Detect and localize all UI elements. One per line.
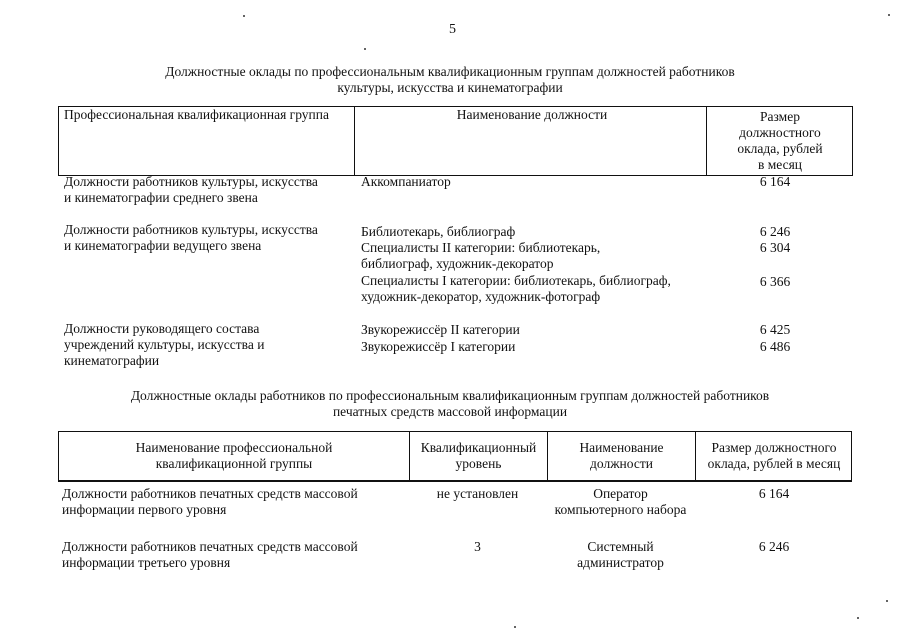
position-line: администратор: [577, 555, 664, 570]
header-line: уровень: [455, 456, 502, 471]
table1-row3-group: [64, 321, 354, 369]
position-line: художник-декоратор, художник-фотограф: [361, 289, 601, 304]
header-line: Наименование профессиональной: [135, 440, 333, 455]
table2-row2-level: 3: [474, 539, 481, 554]
header-line: оклада, рублей в месяц: [707, 456, 841, 471]
position-line: компьютерного набора: [554, 502, 687, 517]
group-line: Должности работников печатных средств массовой: [62, 486, 358, 501]
table2-row1-salary: 6 164: [758, 486, 790, 501]
position-line: Специалисты I категории: библиотекарь, библиограф,: [361, 273, 671, 288]
scan-speck: [888, 14, 890, 16]
salary-header-line: должностного: [739, 125, 821, 140]
header-line: Размер должностного: [711, 440, 837, 455]
group-line: и кинематографии среднего звена: [64, 190, 258, 205]
scan-speck: [364, 48, 366, 50]
table1-header-group: Профессиональная квалификационная группа: [64, 107, 329, 122]
salary-header-line: в месяц: [757, 157, 803, 172]
table2-row2-salary: 6 246: [758, 539, 790, 554]
table1-header: [58, 106, 853, 176]
table2-row1-position: [548, 486, 693, 518]
table2-header-level: [411, 440, 546, 472]
salary-header-line: оклада, рублей: [737, 141, 823, 156]
table1-row3-salary2: 6 486: [759, 339, 791, 354]
group-line: и кинематографии ведущего звена: [64, 238, 262, 253]
table1-row2-position2: [361, 240, 731, 272]
table2-header-position: [549, 440, 694, 472]
table1-row2-salary2: 6 304: [759, 240, 791, 255]
table2-divider: [409, 432, 410, 480]
position-line: Специалисты II категории: библиотекарь,: [361, 240, 601, 255]
position-line: Оператор: [593, 486, 648, 501]
group-line: Должности работников культуры, искусства: [64, 222, 318, 237]
page-number: 5: [449, 22, 456, 37]
header-line: квалификационной группы: [155, 456, 313, 471]
table1-row2-position1: Библиотекарь, библиограф: [361, 224, 516, 239]
group-line: Должности работников культуры, искусства: [64, 174, 318, 189]
section2-title-line1: Должностные оклады работников по профессиональным квалификационным группам должностей работников: [130, 388, 770, 403]
scan-speck: [857, 617, 859, 619]
group-line: кинематографии: [64, 353, 160, 368]
position-line: Системный: [587, 539, 654, 554]
table1-row1-position: Аккомпаниатор: [361, 174, 451, 189]
group-line: Должности руководящего состава: [64, 321, 260, 336]
table1-header-salary: [709, 109, 851, 173]
table1-row2-position3: [361, 273, 731, 305]
salary-header-line: Размер: [760, 109, 800, 124]
section1-title-line1: Должностные оклады по профессиональным квалификационным группам должностей работников: [165, 64, 735, 79]
table2-row2-group: [62, 539, 402, 571]
group-line: информации первого уровня: [62, 502, 227, 517]
table1-row2-salary1: 6 246: [759, 224, 791, 239]
table2-header: [58, 431, 852, 482]
header-line: Квалификационный: [420, 440, 537, 455]
section2-title: [90, 388, 810, 420]
scan-speck: [514, 626, 516, 628]
header-line: Наименование: [579, 440, 664, 455]
scan-speck: [243, 15, 245, 17]
header-line: должности: [590, 456, 653, 471]
table1-row1-group: [64, 174, 354, 206]
table1-divider: [354, 107, 355, 175]
section1-title-line2: культуры, искусства и кинематографии: [337, 80, 563, 95]
table2-header-salary: [697, 440, 851, 472]
group-line: учреждений культуры, искусства и: [64, 337, 265, 352]
table1-row2-group: [64, 222, 354, 254]
table2-row1-level: не установлен: [436, 486, 519, 501]
position-line: библиограф, художник-декоратор: [361, 256, 554, 271]
table2-divider: [695, 432, 696, 480]
table1-row3-salary1: 6 425: [759, 322, 791, 337]
table1-header-position: Наименование должности: [456, 107, 608, 122]
table2-divider: [547, 432, 548, 480]
table2-row1-group: [62, 486, 402, 518]
table1-row3-position1: Звукорежиссёр II категории: [361, 322, 520, 337]
group-line: информации третьего уровня: [62, 555, 231, 570]
table1-row2-salary3: 6 366: [759, 274, 791, 289]
table1-row1-salary: 6 164: [759, 174, 791, 189]
section1-title: [90, 64, 810, 96]
table2-header-group: [61, 440, 407, 472]
section2-title-line2: печатных средств массовой информации: [332, 404, 568, 419]
scan-speck: [886, 600, 888, 602]
table1-row3-position2: Звукорежиссёр I категории: [361, 339, 516, 354]
group-line: Должности работников печатных средств массовой: [62, 539, 358, 554]
table2-row2-position: [548, 539, 693, 571]
